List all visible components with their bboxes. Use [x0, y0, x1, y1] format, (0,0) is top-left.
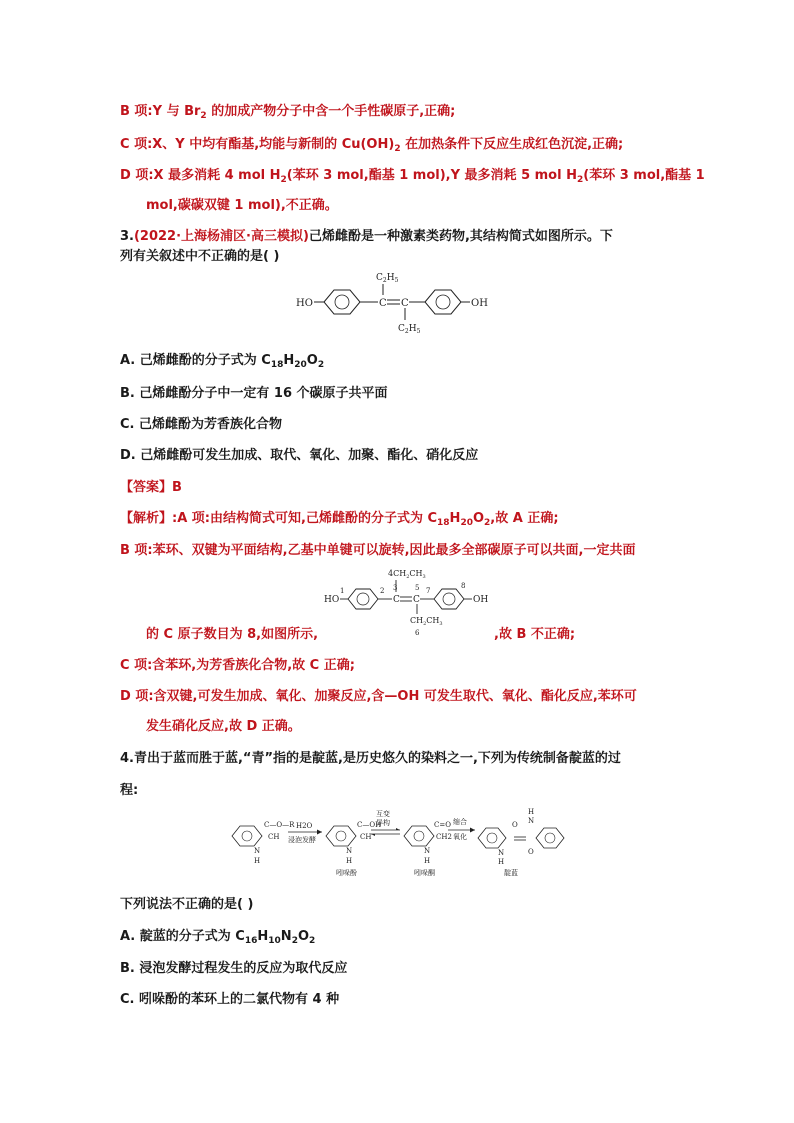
q3-analysis-a: 【解析】:A 项:由结构简式可知,己烯雌酚的分子式为 $C_{18}H_{20}O_2$,故 A 正确; — [120, 511, 559, 528]
q4-question: 下列说法不正确的是( ) — [120, 897, 254, 912]
svg-text:吲哚酚: 吲哚酚 — [336, 869, 357, 877]
q4-molecule-1 — [232, 821, 295, 865]
q3-benzene-right — [425, 290, 461, 314]
svg-text:N: N — [528, 817, 535, 825]
svg-text:C—OH: C—OH — [357, 821, 382, 829]
q3-stem-line-1: 3.(2022·上海杨浦区·高三模拟)己烯雌酚是一种激素类药物,其结构简式如图所示。下 — [120, 229, 613, 244]
svg-text:CH2: CH2 — [436, 833, 452, 841]
q3-option-b: B. 己烯雌酚分子中一定有 16 个碳原子共平面 — [120, 386, 388, 401]
q4-arrow-3 — [448, 817, 475, 841]
q3-option-a: A. 己烯雌酚的分子式为 $C_{18}H_{20}O_2$ — [120, 353, 325, 370]
q4-molecule-2 — [326, 821, 381, 877]
q3-fig-left-label: HO — [296, 298, 313, 309]
q3-analysis-b-2-post: ,故 B 不正确; — [494, 627, 576, 642]
svg-text:CH: CH — [268, 833, 280, 841]
svg-text:H: H — [346, 857, 353, 865]
q3-analysis-c: C 项:含苯环,为芳香族化合物,故 C 正确; — [120, 658, 355, 673]
svg-text:浸泡发酵: 浸泡发酵 — [288, 836, 316, 844]
q3-analysis-d-1: D 项:含双键,可发生加成、氧化、加聚反应,含—OH 可发生取代、氧化、酯化反应,苯环可 — [120, 689, 637, 704]
q3-numbered-structure-figure — [320, 566, 510, 638]
q4-arrow-2 — [371, 809, 400, 836]
svg-text:6: 6 — [415, 629, 420, 637]
svg-text:H: H — [498, 858, 505, 866]
q4-option-a: A. 靛蓝的分子式为 $C_{16}H_{10}N_2O_2$ — [120, 929, 316, 946]
svg-text:N: N — [346, 847, 353, 855]
svg-text:C: C — [379, 298, 387, 309]
q4-reaction-figure — [228, 806, 573, 878]
q3-analysis-b-1: B 项:苯环、双键为平面结构,乙基中单键可以旋转,因此最多全部碳原子可以共面,一定共面 — [120, 543, 636, 558]
svg-text:HO: HO — [324, 595, 340, 605]
svg-text:C: C — [393, 595, 400, 605]
svg-text:O: O — [512, 821, 518, 829]
svg-text:H: H — [528, 808, 535, 816]
q4-option-c: C. 吲哚酚的苯环上的二氯代物有 4 种 — [120, 992, 340, 1007]
q3-stem-line-2: 列有关叙述中不正确的是( ) — [120, 249, 280, 264]
q3-option-d: D. 己烯雌酚可发生加成、取代、氧化、加聚、酯化、硝化反应 — [120, 448, 479, 463]
svg-text:异构: 异构 — [376, 819, 390, 827]
svg-text:7: 7 — [426, 587, 431, 595]
svg-text:缩合: 缩合 — [453, 818, 467, 826]
svg-text:3: 3 — [393, 584, 398, 592]
q3-option-c: C. 己烯雌酚为芳香族化合物 — [120, 417, 283, 432]
prev-d-line-2: mol,碳碳双键 1 mol),不正确。 — [146, 198, 338, 213]
q4-stem-line-2: 程: — [120, 783, 139, 798]
q3-fig-top-group: $C_2H_5$ — [376, 273, 399, 284]
svg-text:C—O—R: C—O—R — [264, 821, 295, 829]
svg-text:C=O: C=O — [434, 821, 451, 829]
svg-text:H2O: H2O — [296, 822, 313, 830]
q3-analysis-b-2-pre: 的 C 原子数目为 8,如图所示, — [146, 627, 319, 642]
svg-text:OH: OH — [473, 595, 489, 605]
svg-text:4CH2CH3: $4CH_2CH_3$ — [388, 569, 426, 580]
svg-text:互变: 互变 — [376, 810, 390, 818]
svg-text:H: H — [424, 857, 431, 865]
svg-text:靛蓝: 靛蓝 — [504, 869, 518, 877]
q3-analysis-d-2: 发生硝化反应,故 D 正确。 — [146, 719, 301, 734]
q4-molecule-4-indigo — [478, 808, 564, 877]
prev-d-line-1: D 项:X 最多消耗 4 mol $H_2$(苯环 3 mol,酯基 1 mol),Y 最多消耗 5 mol $H_2$(苯环 3 mol,酯基 1 — [120, 168, 705, 185]
svg-text:氧化: 氧化 — [453, 833, 467, 841]
svg-text:N: N — [424, 847, 431, 855]
svg-text:CH: CH — [360, 833, 372, 841]
q3-fig-bottom-group: $C_2H_5$ — [398, 324, 421, 335]
q4-stem-line-1: 4.青出于蓝而胜于蓝,“青”指的是靛蓝,是历史悠久的染料之一,下列为传统制备靛蓝的过 — [120, 751, 621, 766]
q3-answer: 【答案】B — [120, 480, 182, 495]
svg-text:吲哚酮: 吲哚酮 — [414, 869, 435, 877]
svg-text:5: 5 — [415, 584, 420, 592]
q4-option-b: B. 浸泡发酵过程发生的反应为取代反应 — [120, 961, 348, 976]
svg-text:1: 1 — [340, 587, 345, 595]
q3-structure-figure — [290, 268, 510, 338]
svg-text:8: 8 — [461, 582, 466, 590]
svg-text:C: C — [401, 298, 409, 309]
q3-fig-right-label: OH — [471, 298, 488, 309]
svg-text:CH2CH3: $CH_2CH_3$ — [410, 616, 443, 627]
q3-benzene-left — [324, 290, 360, 314]
svg-text:C: C — [413, 595, 420, 605]
q4-molecule-3 — [404, 821, 452, 877]
prev-c-line: C 项:X、Y 中均有酯基,均能与新制的 $Cu(OH)_2$ 在加热条件下反应生成红色沉淀,正确; — [120, 137, 624, 154]
svg-text:2: 2 — [380, 587, 385, 595]
svg-text:N: N — [254, 847, 261, 855]
prev-b-line: B 项:Y 与 $Br_2$ 的加成产物分子中含一个手性碳原子,正确; — [120, 104, 456, 121]
svg-text:N: N — [498, 849, 505, 857]
svg-text:H: H — [254, 857, 261, 865]
svg-text:O: O — [528, 848, 534, 856]
